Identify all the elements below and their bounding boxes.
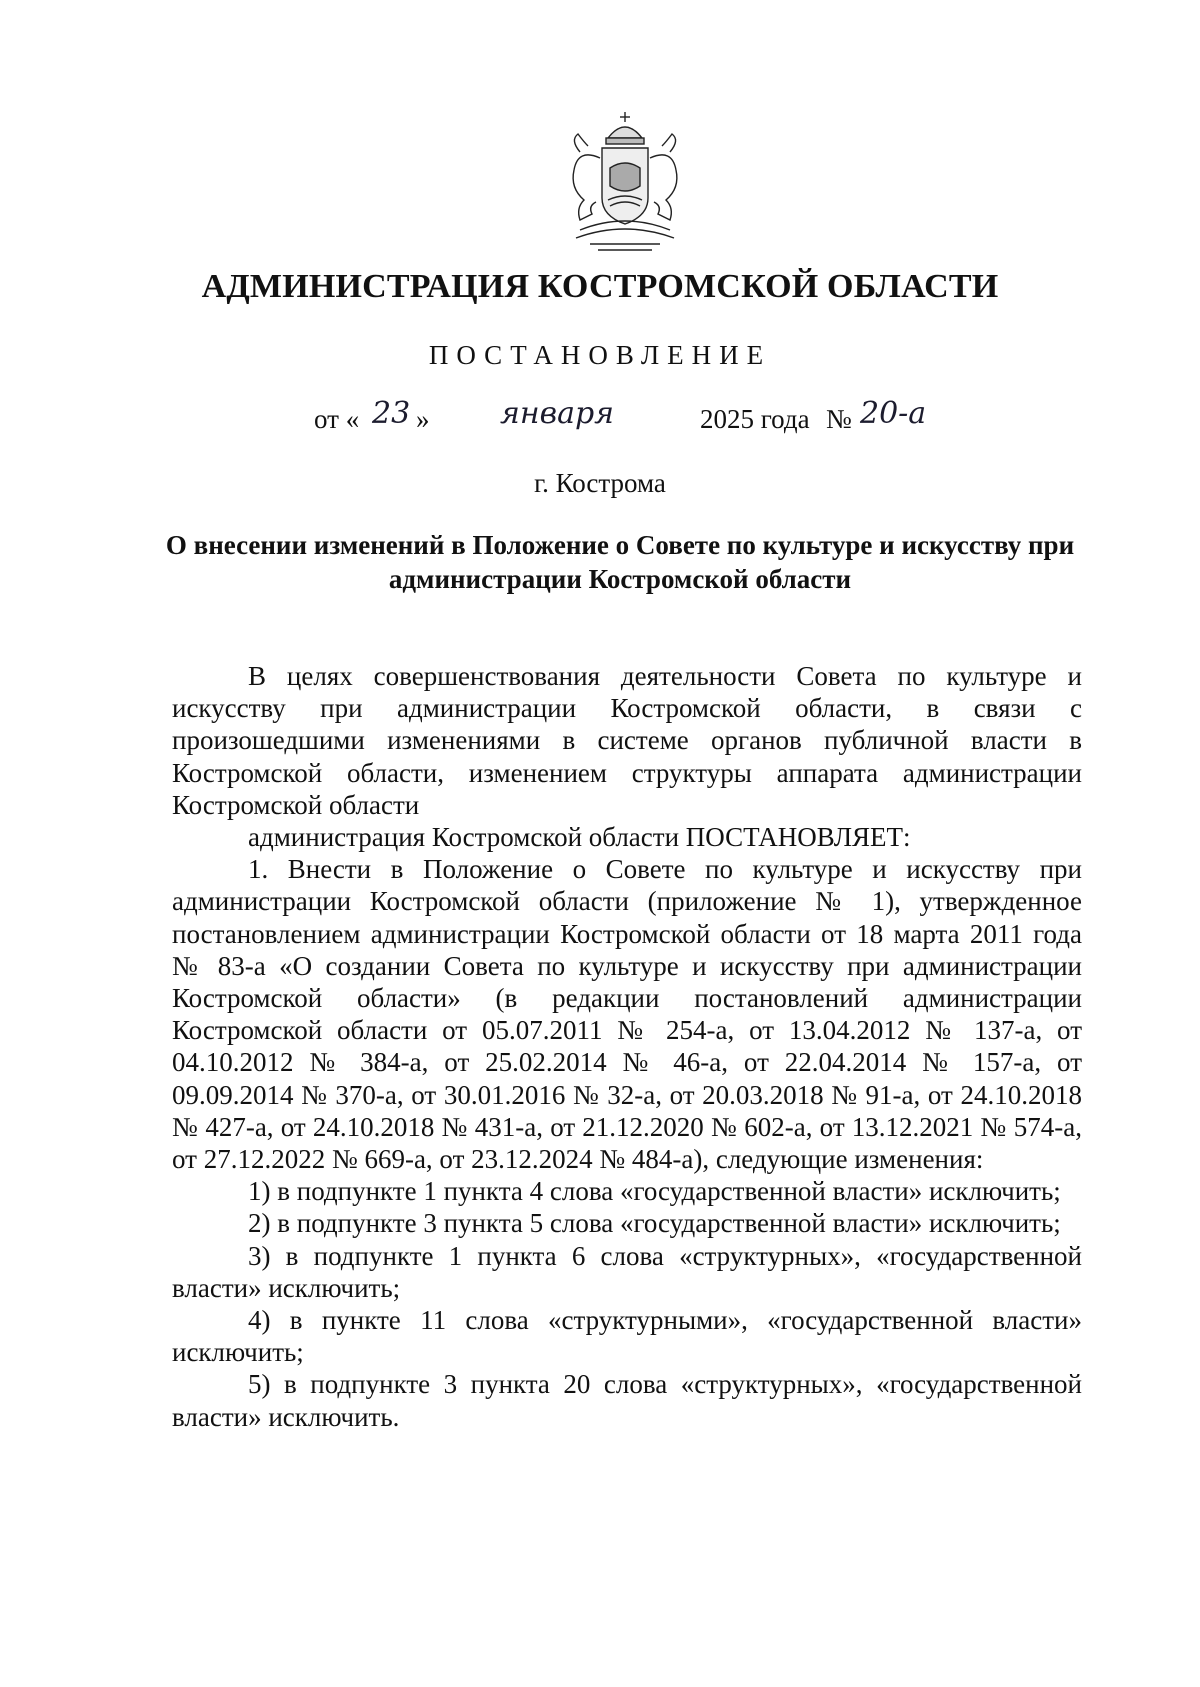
body-paragraph: 1. Внести в Положение о Совете по культуре и искусству при администрации Костромской области (приложение № 1), утвержденное постановлением администрации Костромской области от 18 марта 2011 года № 83-а «О создании Совета по культуре и искусству при администрации Костромской области» (в редакции постановлений администрации Костромской области от 05.07.2011 № 254-а, от 13.04.2012 № 137-а, от 04.10.2012 № 384-а, от 25.02.2014 № 46-а, от 22.04.2014 № 157-а, от 09.09.2014 № 370-а, от 30.01.2016 № 32-а, от 20.03.2018 № 91-а, от 24.10.2018 № 427-а, от 24.10.2018 № 431-а, от 21.12.2020 № 602-а, от 13.12.2021 № 574-а, от 27.12.2022 № 669-а, от 23.12.2024 № 484-а), следующие изменения: [172,854,1082,1175]
body-paragraph: 3) в подпункте 1 пункта 6 слова «структурных», «государственной власти» исключить; [172,1240,1082,1303]
document-type: ПОСТАНОВЛЕНИЕ [428,340,772,370]
body-paragraph: 5) в подпункте 3 пункта 20 слова «структурных», «государственной власти» исключить. [172,1369,1082,1432]
coat-of-arms-emblem [540,108,710,258]
date-line [0,396,1200,452]
date-prefix: от « [314,404,360,434]
number-sign: № [826,404,852,434]
body-paragraph: администрация Костромской области ПОСТАНОВЛЯЕТ: [248,822,911,853]
body-paragraph: 1) в подпункте 1 пункта 4 слова «государственной власти» исключить; [248,1176,1061,1207]
date-day: 23 [372,396,411,431]
date-month: января [500,396,615,431]
body-paragraph: В целях совершенствования деятельности Совета по культуре и искусству при администрации Костромской области, в связи с произошедшими изменениями в системе органов публичной власти в Костромской области, изменением структуры аппарата администрации Костромской области [172,661,1082,820]
document-number: 20-а [860,396,927,431]
body-paragraph: 4) в пункте 11 слова «структурными», «государственной власти» исключить; [172,1305,1082,1368]
city: г. Кострома [534,468,666,498]
document-title: О внесении изменений в Положение о Совете по культуре и искусству при администрации Костромской области [165,530,1075,594]
body-paragraph: 2) в подпункте 3 пункта 5 слова «государственной власти» исключить; [248,1208,1061,1239]
date-day-close: » [416,404,430,434]
document-body [172,660,1082,1433]
date-year: 2025 года [700,404,810,434]
organization-name: АДМИНИСТРАЦИЯ КОСТРОМСКОЙ ОБЛАСТИ [201,268,999,305]
